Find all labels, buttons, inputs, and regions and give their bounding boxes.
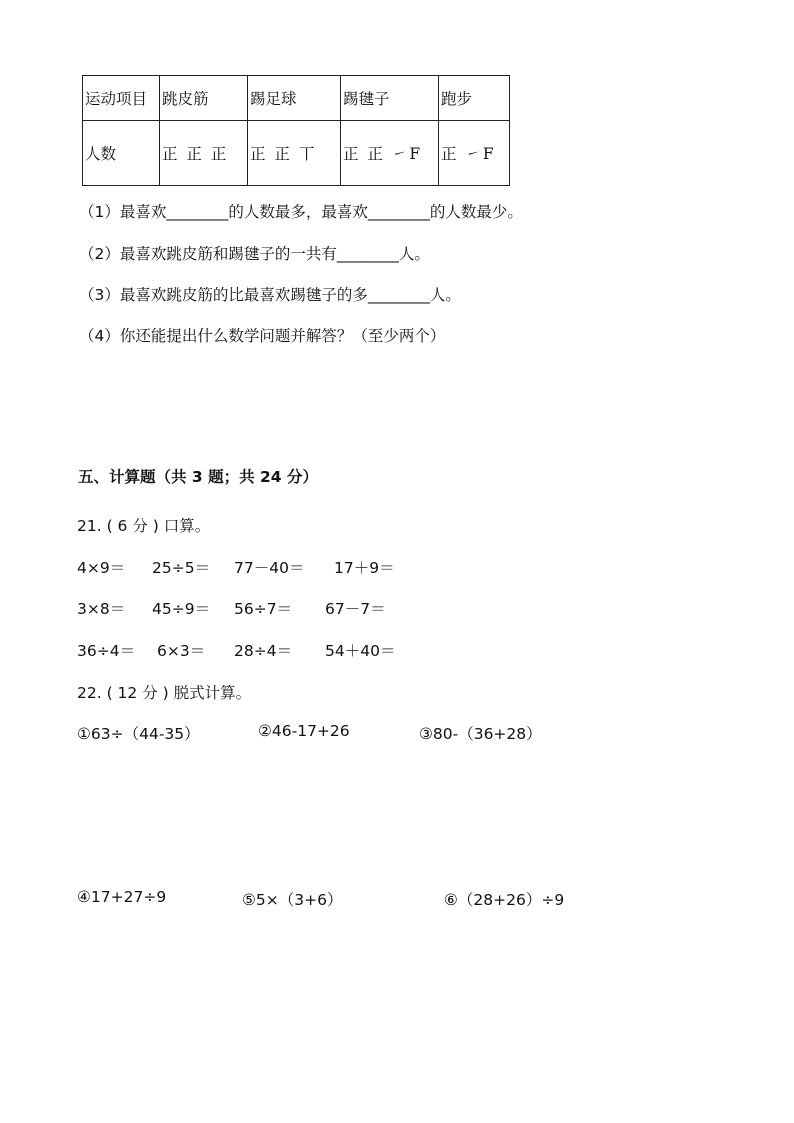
tally-cell: 正 正 ㇀F [341, 121, 439, 186]
calc-item: 56÷7＝ [234, 600, 293, 618]
table-header: 跑步 [439, 76, 510, 121]
calc-item: 77－40＝ [234, 559, 305, 577]
calc-item: ⑥（28+26）÷9 [444, 891, 565, 909]
calc-item: ⑤5×（3+6） [242, 891, 343, 909]
calc-item: 6×3＝ [157, 642, 206, 660]
tally-table [82, 75, 510, 186]
calc-item: ②46-17+26 [258, 722, 350, 740]
calc-item: 25÷5＝ [152, 559, 211, 577]
row-label: 人数 [83, 121, 160, 186]
calc-item: ④17+27÷9 [77, 888, 167, 906]
calc-item: 28÷4＝ [234, 642, 293, 660]
question-3: （3）最喜欢跳皮筋的比最喜欢踢毽子的多________人。 [79, 286, 461, 304]
calc-item: ①63÷（44-35） [77, 725, 200, 743]
table-row [83, 121, 510, 186]
question-4: （4）你还能提出什么数学问题并解答？（至少两个） [79, 327, 446, 345]
calc-item: 45÷9＝ [152, 600, 211, 618]
calc-item: 4×9＝ [77, 559, 126, 577]
calc-item: 54＋40＝ [325, 642, 396, 660]
question-2: （2）最喜欢跳皮筋和踢毽子的一共有________人。 [79, 245, 430, 263]
calc-item: 3×8＝ [77, 600, 126, 618]
calc-item: 67－7＝ [325, 600, 386, 618]
question-1: （1）最喜欢________的人数最多，最喜欢________的人数最少。 [79, 203, 523, 221]
table-header: 跳皮筋 [160, 76, 248, 121]
tally-cell: 正 ㇀F [439, 121, 510, 186]
q22-title: 22. ( 12 分 ) 脱式计算。 [77, 684, 252, 702]
calc-item: 36÷4＝ [77, 642, 136, 660]
table-header: 踢足球 [248, 76, 341, 121]
table-header: 运动项目 [83, 76, 160, 121]
section-title: 五、计算题（共 3 题；共 24 分） [78, 468, 318, 486]
calc-item: ③80-（36+28） [419, 725, 542, 743]
table-header: 踢毽子 [341, 76, 439, 121]
tally-cell: 正 正 丅 [248, 121, 341, 186]
calc-item: 17＋9＝ [334, 559, 395, 577]
q21-title: 21. ( 6 分 ) 口算。 [77, 517, 211, 535]
tally-cell: 正 正 正 [160, 121, 248, 186]
table-header-row [83, 76, 510, 121]
